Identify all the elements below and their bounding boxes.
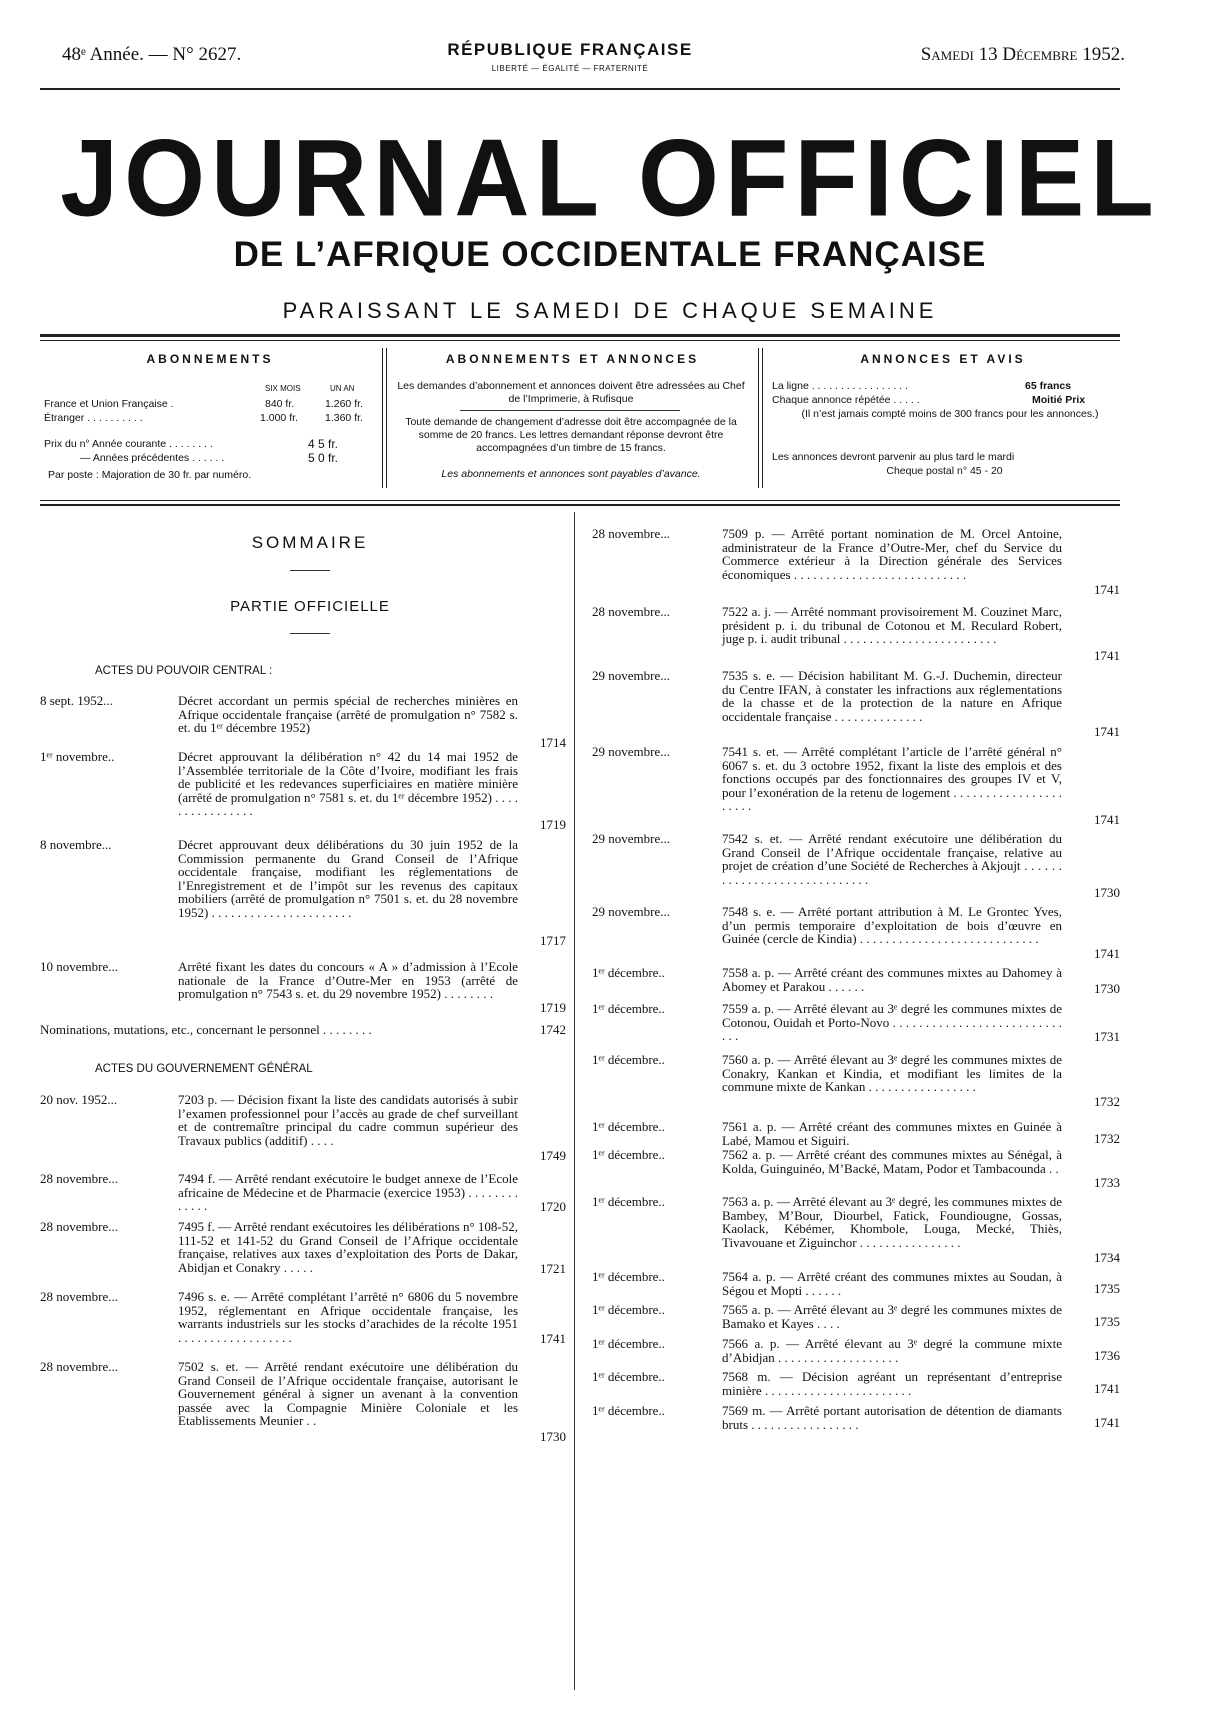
toc-entry-page: 1741: [1094, 648, 1120, 663]
nominations-page: 1742: [540, 1022, 566, 1037]
toc-entry-page: 1741: [1094, 724, 1120, 739]
toc-entry-page: 1719: [540, 817, 566, 832]
prix-precedentes-val: 5 0 fr.: [308, 451, 339, 465]
toc-entry-page: 1741: [1094, 1381, 1120, 1396]
toc-entry: [592, 1303, 1122, 1329]
ligne-label: La ligne . . . . . . . . . . . . . . . . .: [772, 380, 908, 392]
toc-entry-page: 1732: [1094, 1131, 1120, 1146]
toc-entry: [592, 1337, 1122, 1363]
toc-entry-page: 1741: [540, 1331, 566, 1346]
toc-entry-text: 7535 s. e. — Décision habilitant M. G.-J. Duchemin, directeur du Centre IFAN, à constater les infractions aux réglementations de la chasse et de la protection de la nature en Afrique occidentale française . . . . . . . . . . . . . .: [722, 668, 1062, 724]
repetee-val: Moitié Prix: [1032, 394, 1086, 406]
toc-entry-text: 7495 f. — Arrêté rendant exécutoires les délibérations n° 108-52, 111-52 et 141-52 du Grand Conseil de l’Afrique occidentale française, relatives aux taxes d’exploitation des Ports de Dakar, Abidjan et Conakry . . . . .: [178, 1219, 518, 1275]
issue-number: 48ᵉ Année. — N° 2627.: [62, 44, 242, 65]
prix-courante-val: 4 5 fr.: [308, 437, 339, 451]
toc-entry-date: 1ᵉʳ décembre..: [592, 1001, 665, 1016]
toc-entry-text: 7541 s. et. — Arrêté complétant l’article de l’arrêté général n° 6067 s. et. du 3 octobre 1952, fixant la liste des emplois et des fonctions occupés par des fonctionnaires des groupes IV et V, pour l’exonération de la retenu de logement . . . . . . . . . . . . . . . . . . . . . .: [722, 744, 1062, 814]
toc-entry-date: 28 novembre...: [40, 1171, 118, 1186]
toc-entry-date: 28 novembre...: [40, 1359, 118, 1374]
journal-tagline: PARAISSANT LE SAMEDI DE CHAQUE SEMAINE: [282, 298, 938, 323]
annonces-delay: Les annonces devront parvenir au plus tard le mardi: [772, 451, 1015, 463]
abon-annonces-p2: Toute demande de changement d’adresse doit être accompagnée de la somme de 20 francs. Les lettres demandant réponse devront être accompagnées d’un timbre de 15 francs.: [405, 416, 737, 454]
toc-entry-date: 28 novembre...: [592, 526, 670, 541]
toc-entry-page: 1733: [1094, 1175, 1120, 1190]
toc-entry: [592, 1195, 1122, 1265]
toc-entry: [592, 1270, 1122, 1296]
toc-entry: [592, 745, 1122, 827]
toc-entry: [592, 1404, 1122, 1430]
row-etranger-six: 1.000 fr.: [260, 412, 298, 424]
sommaire-title: SOMMAIRE: [251, 533, 369, 552]
toc-entry-date: 1ᵉʳ décembre..: [592, 1119, 665, 1134]
toc-entry-page: 1719: [540, 1000, 566, 1015]
toc-entry-text: 7569 m. — Arrêté portant autorisation de détention de diamants bruts . . . . . . . . . . . . . . . . .: [722, 1403, 1062, 1432]
toc-entry-text: 7522 a. j. — Arrêté nommant provisoirement M. Couzinet Marc, président p. i. du tribunal de Cotonou et M. Reculard Robert, juge p. i. audit tribunal . . . . . . . . . . . . . . . . . . . . . . . .: [722, 604, 1062, 647]
toc-entry-text: Décret accordant un permis spécial de recherches minières en Afrique occidentale française (arrêté de promulgation n° 7582 s. et. du 1ᵉʳ décembre 1952): [178, 693, 518, 736]
cheque-postal: Cheque postal n° 45 - 20: [886, 465, 1003, 477]
toc-entry-text: 7494 f. — Arrêté rendant exécutoire le budget annexe de l’Ecole africaine de Médecine et de Pharmacie (exercice 1953) . . . . . . . . . . . . .: [178, 1171, 518, 1214]
nominations-text: Nominations, mutations, etc., concernant le personnel . . . . . . . .: [40, 1022, 372, 1037]
toc-entry-date: 28 novembre...: [40, 1289, 118, 1304]
toc-entry-date: 1ᵉʳ décembre..: [592, 1369, 665, 1384]
section-gouvernement-general: ACTES DU GOUVERNEMENT GÉNÉRAL: [95, 1063, 313, 1075]
toc-entry-page: 1732: [1094, 1094, 1120, 1109]
toc-entry-date: 10 novembre...: [40, 959, 118, 974]
toc-entry-text: 7561 a. p. — Arrêté créant des communes mixtes en Guinée à Labé, Mamou et Siguiri.: [722, 1119, 1062, 1148]
toc-entry-date: 28 novembre...: [592, 604, 670, 619]
journal-title: JOURNAL OFFICIEL: [60, 118, 1160, 240]
toc-entry-text: 7203 p. — Décision fixant la liste des candidats autorisés à subir l’examen professionnel pour l’accès au grade de chef surveillant et de contremaître principal du cadre commun supérieur des Travaux publics (additif) . . . .: [178, 1092, 518, 1148]
toc-entry-date: 1ᵉʳ décembre..: [592, 1194, 665, 1209]
journal-subtitle: DE L’AFRIQUE OCCIDENTALE FRANÇAISE: [233, 235, 987, 274]
toc-entry-text: 7559 a. p. — Arrêté élevant au 3ᵉ degré les communes mixtes de Cotonou, Ouidah et Porto-Novo . . . . . . . . . . . . . . . . . . . . . . . . . . . . .: [722, 1001, 1062, 1044]
row-etranger-label: Étranger . . . . . . . . . .: [44, 412, 143, 424]
toc-entry-page: 1734: [1094, 1250, 1120, 1265]
col-six-mois: SIX MOIS: [265, 384, 301, 393]
repetee-label: Chaque annonce répétée . . . . .: [772, 394, 920, 406]
toc-entry-text: 7509 p. — Arrêté portant nomination de M. Orcel Antoine, administrateur de la France d’Outre-Mer, chef du Service du Commerce extérieur à la Direction générale des Services économiques . . . . . . . . . . . . . . . . . . . . . . . . . . .: [722, 526, 1062, 582]
toc-entry-page: 1749: [540, 1148, 566, 1163]
row-etranger-an: 1.360 fr.: [325, 412, 363, 424]
toc-entry-date: 1ᵉʳ décembre..: [592, 1147, 665, 1162]
toc-entry: [592, 1002, 1122, 1044]
row-france-six: 840 fr.: [265, 398, 295, 410]
toc-entry-text: 7548 s. e. — Arrêté portant attribution à M. Le Grontec Yves, d’un permis temporaire d’exploitation de bois d’œuvre en Guinée (cercle de Kindia) . . . . . . . . . . . . . . . . . . . . . . . . . . . .: [722, 904, 1062, 947]
republic-motto: LIBERTÉ — ÉGALITÉ — FRATERNITÉ: [491, 64, 649, 73]
toc-entry-page: 1735: [1094, 1314, 1120, 1329]
toc-entry-date: 1ᵉʳ décembre..: [592, 1269, 665, 1284]
toc-entry-date: 1ᵉʳ décembre..: [592, 1336, 665, 1351]
col-un-an: UN AN: [330, 384, 355, 393]
abon-annonces-p3: Les abonnements et annonces sont payables d’avance.: [441, 468, 701, 480]
toc-entry-page: 1720: [540, 1199, 566, 1214]
toc-entry-page: 1735: [1094, 1281, 1120, 1296]
toc-entry-date: 29 novembre...: [592, 831, 670, 846]
toc-entry-text: 7566 a. p. — Arrêté élevant au 3ᵉ degré la commune mixte d’Abidjan . . . . . . . . . . . . . . . . . . .: [722, 1336, 1062, 1365]
toc-entry-page: 1721: [540, 1261, 566, 1276]
section-pouvoir-central: ACTES DU POUVOIR CENTRAL :: [95, 665, 273, 677]
toc-entry: [592, 669, 1122, 739]
prix-precedentes-label: — Années précédentes . . . . . .: [80, 452, 225, 464]
toc-entry-text: 7562 a. p. — Arrêté créant des communes mixtes au Sénégal, à Kolda, Guinguinéo, M’Backé, Matam, Podor et Tambacounda . .: [722, 1147, 1062, 1176]
toc-entry-date: 28 novembre...: [40, 1219, 118, 1234]
toc-entry: [592, 966, 1122, 996]
toc-entry-page: 1741: [1094, 812, 1120, 827]
toc-entry-text: Arrêté fixant les dates du concours « A » d’admission à l’Ecole nationale de la France d’Outre-Mer en 1953 (arrêté de promulgation n° 7543 s. et. du 29 novembre 1952) . . . . . . . .: [178, 959, 518, 1002]
toc-entry-page: 1741: [1094, 946, 1120, 961]
toc-entry-date: 1ᵉʳ novembre..: [40, 749, 115, 764]
partie-officielle: PARTIE OFFICIELLE: [230, 598, 390, 615]
toc-entry: [592, 1120, 1122, 1146]
toc-entry: [592, 605, 1122, 663]
toc-entry-text: 7568 m. — Décision agréant un représentant d’entreprise minière . . . . . . . . . . . . . . . . . . . . . . .: [722, 1369, 1062, 1398]
toc-entry-text: 7496 s. e. — Arrêté complétant l’arrêté n° 6806 du 5 novembre 1952, réglementant en Afrique occidentale française, les warrants industriels sur les stocks d’arachides de la récolte 1951 . . . . . . . . . . . . . . . . . .: [178, 1289, 518, 1345]
toc-entry-page: 1731: [1094, 1029, 1120, 1044]
toc-entry-date: 1ᵉʳ décembre..: [592, 965, 665, 980]
toc-entry: [592, 1148, 1122, 1190]
toc-entry-page: 1717: [540, 933, 566, 948]
toc-entry-date: 20 nov. 1952...: [40, 1092, 118, 1107]
toc-entry-page: 1730: [1094, 981, 1120, 996]
toc-entry-text: 7564 a. p. — Arrêté créant des communes mixtes au Soudan, à Ségou et Mopti . . . . . .: [722, 1269, 1062, 1298]
toc-entry-date: 8 novembre...: [40, 837, 112, 852]
toc-entry-date: 8 sept. 1952...: [40, 693, 113, 708]
toc-entry-date: 1ᵉʳ décembre..: [592, 1302, 665, 1317]
toc-entry-text: Décret approuvant la délibération n° 42 du 14 mai 1952 de l’Assemblée territoriale de la Côte d’Ivoire, modifiant les frais de publicité et les redevances superficiaires en matière minière (arrêté de promulgation n° 7581 s. et. du 1ᵉʳ décembre 1952) . . . . . . . . . . . . . . . .: [178, 749, 518, 819]
toc-entry: [592, 1053, 1122, 1109]
prix-courante-label: Prix du n° Année courante . . . . . . . .: [44, 438, 213, 450]
row-france-label: France et Union Française .: [44, 398, 174, 410]
toc-entry-page: 1741: [1094, 582, 1120, 597]
toc-entry-text: 7563 a. p. — Arrêté élevant au 3ᵉ degré, les communes mixtes de Bambey, M’Bour, Diourbel, Fatick, Foundiougne, Gossas, Kaolack, Kébémer, Khombole, Louga, Mecké, Thiès, Tivavouane et Ziguinchor . . . . . . . . . . . . . . . .: [722, 1194, 1062, 1250]
abon-annonces-heading: ABONNEMENTS ET ANNONCES: [445, 352, 700, 366]
ligne-val: 65 francs: [1025, 380, 1072, 392]
toc-entry-page: 1741: [1094, 1415, 1120, 1430]
toc-entry-page: 1730: [540, 1429, 566, 1444]
toc-entry-text: Décret approuvant deux délibérations du 30 juin 1952 de la Commission permanente du Grand Conseil de l’Afrique occidentale française, modifiant les réglementations de l’Enregistrement et de l’impôt sur les revenus des capitaux mobiliers (arrêté de promulgation n° 7501 s. et. du 28 novembre 1952) . . . . . . . . . . . . . . . . . . . . . .: [178, 837, 518, 920]
toc-entry-page: 1730: [1094, 885, 1120, 900]
toc-entry-text: 7560 a. p. — Arrêté élevant au 3ᵉ degré les communes mixtes de Conakry, Kankan et Kindia, et modifiant les limites de la commune mixte de Kankan . . . . . . . . . . . . . . . . .: [722, 1052, 1062, 1095]
annonces-avis-heading: ANNONCES ET AVIS: [860, 352, 1026, 366]
toc-entry-date: 29 novembre...: [592, 744, 670, 759]
toc-entry-date: 29 novembre...: [592, 668, 670, 683]
toc-entry-date: 29 novembre...: [592, 904, 670, 919]
republic-label: RÉPUBLIQUE FRANÇAISE: [447, 40, 693, 59]
toc-entry: [592, 527, 1122, 597]
toc-entry-date: 1ᵉʳ décembre..: [592, 1403, 665, 1418]
issue-date: Samedi 13 Décembre 1952.: [920, 44, 1125, 65]
abon-annonces-p1: Les demandes d’abonnement et annonces doivent être adressées au Chef de l’Imprimerie, à Rufisque: [397, 380, 745, 405]
toc-entry-text: 7565 a. p. — Arrêté élevant au 3ᵉ degré les communes mixtes de Bamako et Kayes . . . .: [722, 1302, 1062, 1331]
abonnements-heading: ABONNEMENTS: [146, 352, 274, 366]
toc-entry-page: 1736: [1094, 1348, 1120, 1363]
annonces-note: (Il n’est jamais compté moins de 300 francs pour les annonces.): [801, 408, 1099, 420]
toc-entry-text: 7542 s. et. — Arrêté rendant exécutoire une délibération du Grand Conseil de l’Afrique occidentale française, relative au projet de création d’une Société de Recherches à Akjoujt . . . . . . . . . . . . . . . . . . . . . . . . . . . . .: [722, 831, 1062, 887]
toc-entry: [592, 905, 1122, 961]
par-poste: Par poste : Majoration de 30 fr. par numéro.: [48, 469, 252, 481]
toc-entry: [592, 832, 1122, 900]
row-france-an: 1.260 fr.: [325, 398, 363, 410]
toc-entry-text: 7558 a. p. — Arrêté créant des communes mixtes au Dahomey à Abomey et Parakou . . . . . .: [722, 965, 1062, 994]
toc-entry: [592, 1370, 1122, 1396]
toc-entry-text: 7502 s. et. — Arrêté rendant exécutoire une délibération du Grand Conseil de l’Afrique occidentale française, autorisant le Gouvernement général à signer un avenant à la convention passée avec la Compagnie Minière Coloniale et les Etablissements Meunier . .: [178, 1359, 518, 1429]
toc-entry-page: 1714: [540, 735, 566, 750]
toc-entry-date: 1ᵉʳ décembre..: [592, 1052, 665, 1067]
